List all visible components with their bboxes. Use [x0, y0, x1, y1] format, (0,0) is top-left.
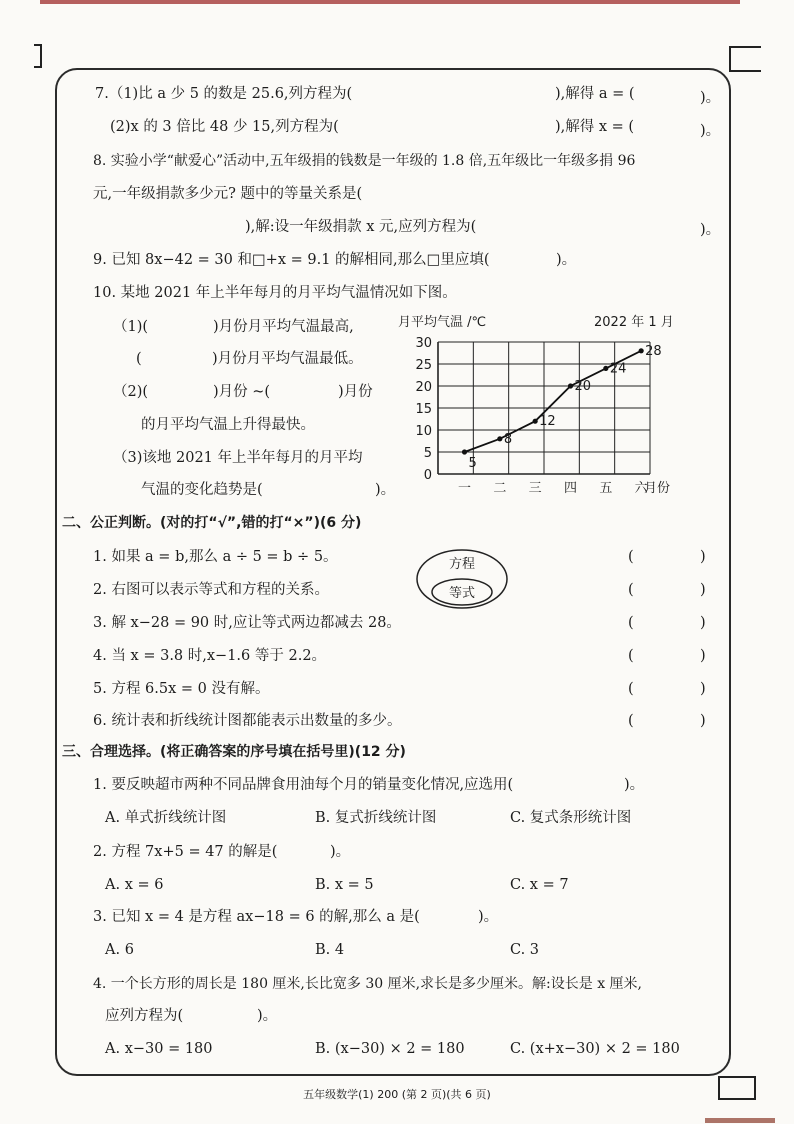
q9-stem: 9. 已知 8x−42 = 30 和□+x = 9.1 的解相同,那么□里应填( [93, 252, 490, 268]
y-tick-label: 5 [423, 446, 432, 461]
data-point [497, 436, 502, 441]
q10-p1-text2: )月份月平均气温最低。 [212, 351, 363, 367]
chart-title: 2022 年 1 月 [594, 315, 674, 330]
judgement-item: 3. 解 x−28 = 90 时,应让等式两边都减去 28。 [93, 615, 401, 631]
s3-q4-opt-a: A. x−30 = 180 [105, 1041, 213, 1057]
s3-q2-end: )。 [330, 844, 351, 860]
y-tick-label: 30 [415, 336, 432, 351]
section3-title: 三、合理选择。(将正确答案的序号填在括号里)(12 分) [62, 744, 406, 760]
q7-a-solve: ),解得 a = ( [555, 86, 635, 102]
judgement-item: 6. 统计表和折线统计图都能表示出数量的多少。 [93, 713, 402, 729]
s3-q1-end: )。 [624, 777, 645, 793]
data-point [568, 383, 573, 388]
s3-q4-opt-c: C. (x+x−30) × 2 = 180 [510, 1041, 680, 1057]
x-tick-label: 四 [563, 481, 578, 496]
s3-q3-end: )。 [478, 909, 499, 925]
q7-b-stem: (2)x 的 3 倍比 48 少 15,列方程为( [110, 119, 339, 135]
data-label: 5 [468, 456, 477, 471]
s3-q2-opt-c: C. x = 7 [510, 877, 569, 893]
judgement-item: 1. 如果 a = b,那么 a ÷ 5 = b ÷ 5。 [93, 549, 338, 565]
x-tick-label: 五 [599, 481, 613, 496]
q8-line3: ),解:设一年级捐款 x 元,应列方程为( [245, 219, 477, 235]
q7-b-end: )。 [700, 123, 721, 139]
answer-paren-close: ) [700, 549, 706, 565]
s3-q3-opt-c: C. 3 [510, 942, 540, 958]
q10-title: 10. 某地 2021 年上半年每月的月平均气温情况如下图。 [93, 285, 457, 301]
x-tick-label: 三 [528, 481, 542, 496]
venn-outer-label: 方程 [448, 557, 476, 572]
corner-mark-top [729, 46, 761, 72]
y-tick-label: 0 [423, 468, 432, 483]
data-point [639, 348, 644, 353]
q10-p1-open2: ( [136, 351, 142, 367]
answer-paren-open: ( [628, 648, 634, 664]
q10-p2-text: 的月平均气温上升得最快。 [141, 417, 315, 433]
answer-paren-close: ) [700, 713, 706, 729]
x-tick-label: 一 [457, 481, 472, 496]
answer-paren-close: ) [700, 648, 706, 664]
answer-paren-close: ) [700, 582, 706, 598]
data-label: 24 [609, 361, 627, 377]
chart-ylabel: 月平均气温 /℃ [398, 315, 487, 330]
answer-paren-open: ( [628, 549, 634, 565]
q8-line3-end: )。 [700, 222, 721, 238]
temperature-line-chart [396, 310, 696, 502]
page-footer: 五年级数学(1) 200 (第 2 页)(共 6 页) [303, 1088, 491, 1101]
s3-q3-stem: 3. 已知 x = 4 是方程 ax−18 = 6 的解,那么 a 是( [93, 909, 420, 925]
chart-x-ticks [458, 481, 649, 496]
y-tick-label: 25 [415, 358, 432, 373]
q10-p1-text: )月份月平均气温最高, [213, 319, 354, 335]
q10-p1-open: （1)( [113, 319, 149, 335]
top-edge-mark [40, 0, 740, 4]
q10-p3-line1: （3)该地 2021 年上半年每月的月平均 [113, 450, 363, 466]
section2-title: 二、公正判断。(对的打“√”,错的打“×”)(6 分) [62, 515, 362, 531]
q9-end: )。 [556, 252, 577, 268]
q10-p2-mid: )月份 ~( [213, 384, 271, 400]
s3-q4-end: )。 [257, 1008, 278, 1024]
data-point [603, 366, 608, 371]
binding-bracket [34, 44, 42, 68]
s3-q4-opt-b: B. (x−30) × 2 = 180 [315, 1041, 465, 1057]
judgement-item: 2. 右图可以表示等式和方程的关系。 [93, 582, 329, 598]
chart-xlabel: 月份 [644, 481, 671, 496]
q7-a-end: )。 [700, 90, 721, 106]
answer-paren-open: ( [628, 713, 634, 729]
s3-q2-opt-a: A. x = 6 [105, 877, 164, 893]
q8-line2: 元,一年级捐款多少元? 题中的等量关系是( [93, 186, 363, 202]
answer-paren-open: ( [628, 681, 634, 697]
answer-paren-close: ) [700, 615, 706, 631]
equation-equality-venn [414, 548, 514, 612]
q8-line1: 8. 实验小学“献爱心”活动中,五年级捐的钱数是一年级的 1.8 倍,五年级比一年级多捐 96 [93, 153, 636, 169]
data-label: 8 [503, 431, 513, 447]
s3-q2-stem: 2. 方程 7x+5 = 47 的解是( [93, 844, 278, 860]
data-label: 20 [574, 379, 592, 394]
y-tick-label: 20 [415, 380, 432, 395]
s3-q1-opt-a: A. 单式折线统计图 [105, 810, 227, 826]
q10-p2-end: )月份 [338, 384, 373, 400]
q10-p3-line2: 气温的变化趋势是( [141, 482, 263, 498]
s3-q1-opt-b: B. 复式折线统计图 [315, 810, 437, 826]
venn-inner-label: 等式 [448, 586, 476, 601]
judgement-item: 4. 当 x = 3.8 时,x−1.6 等于 2.2。 [93, 648, 327, 664]
x-tick-label: 六 [634, 481, 648, 496]
q10-p3-end: )。 [375, 482, 396, 498]
answer-paren-open: ( [628, 582, 634, 598]
y-tick-label: 10 [415, 424, 432, 439]
answer-paren-open: ( [628, 615, 634, 631]
s3-q1-stem: 1. 要反映超市两种不同品牌食用油每个月的销量变化情况,应选用( [93, 777, 514, 793]
q7-b-solve: ),解得 x = ( [555, 119, 635, 135]
s3-q4-stem: 4. 一个长方形的周长是 180 厘米,长比宽多 30 厘米,求长是多少厘米。解:设长是 x 厘米, [93, 976, 643, 992]
bottom-edge-mark [705, 1118, 775, 1123]
s3-q3-opt-a: A. 6 [105, 942, 134, 958]
s3-q4-stem2: 应列方程为( [105, 1008, 184, 1024]
judgement-item: 5. 方程 6.5x = 0 没有解。 [93, 681, 270, 697]
y-tick-label: 15 [415, 402, 432, 417]
chart-y-ticks [415, 336, 432, 483]
data-label: 12 [539, 414, 556, 430]
data-point [533, 419, 538, 424]
x-tick-label: 二 [493, 481, 507, 496]
s3-q1-opt-c: C. 复式条形统计图 [510, 810, 632, 826]
s3-q2-opt-b: B. x = 5 [315, 877, 374, 893]
data-label: 28 [645, 343, 662, 359]
answer-paren-close: ) [700, 681, 706, 697]
q10-p2-open: （2)( [113, 384, 149, 400]
s3-q3-opt-b: B. 4 [315, 942, 345, 958]
data-point [462, 449, 467, 454]
q7-a-stem: 7.（1)比 a 少 5 的数是 25.6,列方程为( [95, 86, 353, 102]
